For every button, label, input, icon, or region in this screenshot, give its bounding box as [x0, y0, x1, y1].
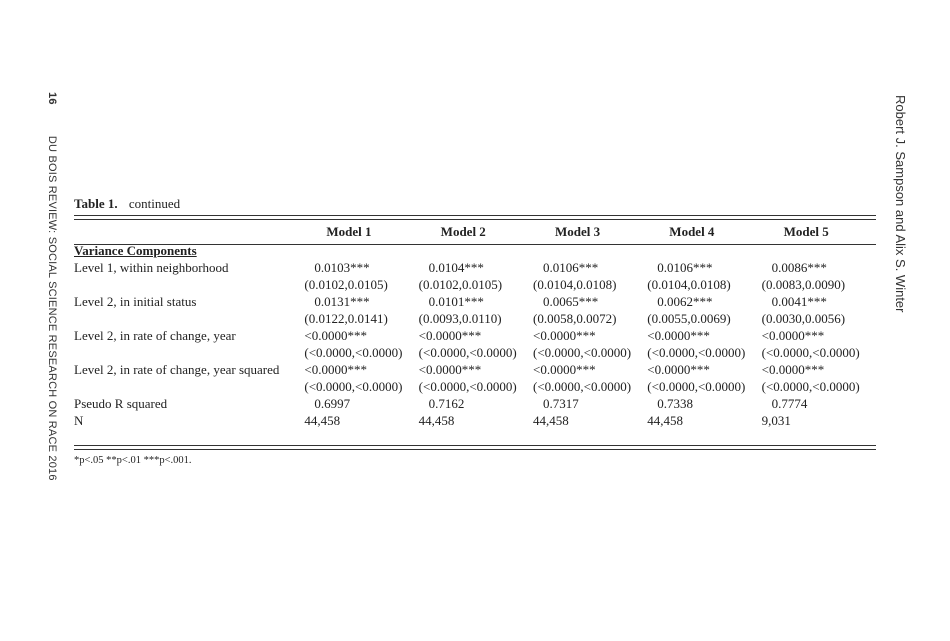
bottom-rule-1 [74, 445, 876, 446]
row-label: Level 1, within neighborhood [74, 260, 229, 275]
significance-footnote: *p<.05 **p<.01 ***p<.001. [74, 455, 192, 466]
n-cell: 44,458 [304, 413, 341, 428]
table-row [74, 259, 876, 276]
estimate-cell: 0.0104*** [428, 260, 484, 275]
ci-cell: (<0.0000,<0.0000) [532, 379, 632, 394]
pseudo-r2-row [74, 395, 876, 412]
n-cell: 44,458 [532, 413, 569, 428]
row-label: Level 2, in rate of change, year [74, 328, 236, 343]
estimate-cell: <0.0000*** [304, 362, 367, 377]
estimate-cell: 0.0106*** [542, 260, 599, 275]
ci-cell: (<0.0000,<0.0000) [304, 379, 403, 394]
estimate-cell: <0.0000*** [761, 362, 825, 377]
table-row-ci [74, 378, 876, 395]
ci-cell: (0.0030,0.0056) [761, 311, 846, 326]
row-label: Level 2, in initial status [74, 294, 197, 309]
table-row [74, 327, 876, 344]
n-cell: 44,458 [647, 413, 684, 428]
section-row [74, 242, 876, 259]
n-row [74, 412, 876, 429]
table-caption [74, 196, 180, 212]
table-row-ci [74, 310, 876, 327]
results-table [74, 222, 876, 429]
ci-cell: (<0.0000,<0.0000) [647, 345, 746, 360]
bottom-rule-2 [74, 449, 876, 450]
estimate-cell: <0.0000*** [761, 328, 825, 343]
estimate-cell: <0.0000*** [532, 362, 596, 377]
table-header-row [74, 222, 876, 242]
estimate-cell: 0.0103*** [314, 260, 370, 275]
ci-cell: (<0.0000,<0.0000) [532, 345, 632, 360]
top-rule-1 [74, 215, 876, 216]
r2-cell: 0.7774 [771, 396, 808, 411]
table-caption-text: continued [128, 196, 181, 211]
estimate-cell: <0.0000*** [304, 328, 367, 343]
column-header: Model 4 [669, 224, 715, 239]
estimate-cell: 0.0106*** [657, 260, 713, 275]
row-label: Pseudo R squared [74, 396, 168, 411]
estimate-cell: 0.0086*** [771, 260, 827, 275]
ci-cell: (0.0055,0.0069) [647, 311, 731, 326]
table-label: Table 1. [74, 196, 118, 211]
top-rule-2 [74, 219, 876, 220]
section-title: Variance Components [74, 243, 197, 258]
ci-cell: (0.0083,0.0090) [761, 277, 846, 292]
table-row-ci [74, 344, 876, 361]
column-header: Model 2 [440, 224, 486, 239]
estimate-cell: <0.0000*** [647, 362, 710, 377]
ci-cell: (<0.0000,<0.0000) [418, 379, 517, 394]
ci-cell: (0.0058,0.0072) [532, 311, 617, 326]
ci-cell: (0.0093,0.0110) [418, 311, 502, 326]
r2-cell: 0.7317 [542, 396, 579, 411]
estimate-cell: <0.0000*** [418, 362, 482, 377]
ci-cell: (0.0122,0.0141) [304, 311, 388, 326]
ci-cell: (<0.0000,<0.0000) [418, 345, 517, 360]
ci-cell: (0.0102,0.0105) [304, 277, 388, 292]
right-margin-header [888, 95, 912, 395]
estimate-cell: 0.0062*** [657, 294, 713, 309]
ci-cell: (<0.0000,<0.0000) [647, 379, 746, 394]
table-row [74, 293, 876, 310]
estimate-cell: <0.0000*** [532, 328, 596, 343]
column-header: Model 3 [554, 224, 601, 239]
estimate-cell: 0.0101*** [428, 294, 484, 309]
estimate-cell: 0.0041*** [771, 294, 827, 309]
ci-cell: (<0.0000,<0.0000) [304, 345, 403, 360]
estimate-cell: <0.0000*** [418, 328, 482, 343]
ci-cell: (0.0102,0.0105) [418, 277, 503, 292]
page-number: 16 [46, 92, 58, 105]
left-margin-header [38, 92, 62, 492]
column-header: Model 1 [326, 224, 372, 239]
row-label: N [74, 413, 84, 428]
r2-cell: 0.7162 [428, 396, 465, 411]
ci-cell: (0.0104,0.0108) [532, 277, 617, 292]
table-row [74, 361, 876, 378]
author-running-head: Robert J. Sampson and Alix S. Winter [893, 95, 908, 313]
r2-cell: 0.6997 [314, 396, 351, 411]
column-header: Model 5 [783, 224, 829, 239]
journal-running-head: DU BOIS REVIEW: SOCIAL SCIENCE RESEARCH ON RACE 2016 [46, 135, 58, 481]
table-row-ci [74, 276, 876, 293]
estimate-cell: 0.0131*** [314, 294, 370, 309]
row-label: Level 2, in rate of change, year squared [74, 362, 280, 377]
estimate-cell: 0.0065*** [542, 294, 599, 309]
n-cell: 9,031 [761, 413, 791, 428]
estimate-cell: <0.0000*** [647, 328, 710, 343]
header-blank [74, 222, 304, 242]
n-cell: 44,458 [418, 413, 455, 428]
ci-cell: (0.0104,0.0108) [647, 277, 731, 292]
ci-cell: (<0.0000,<0.0000) [761, 345, 860, 360]
ci-cell: (<0.0000,<0.0000) [761, 379, 860, 394]
r2-cell: 0.7338 [657, 396, 694, 411]
